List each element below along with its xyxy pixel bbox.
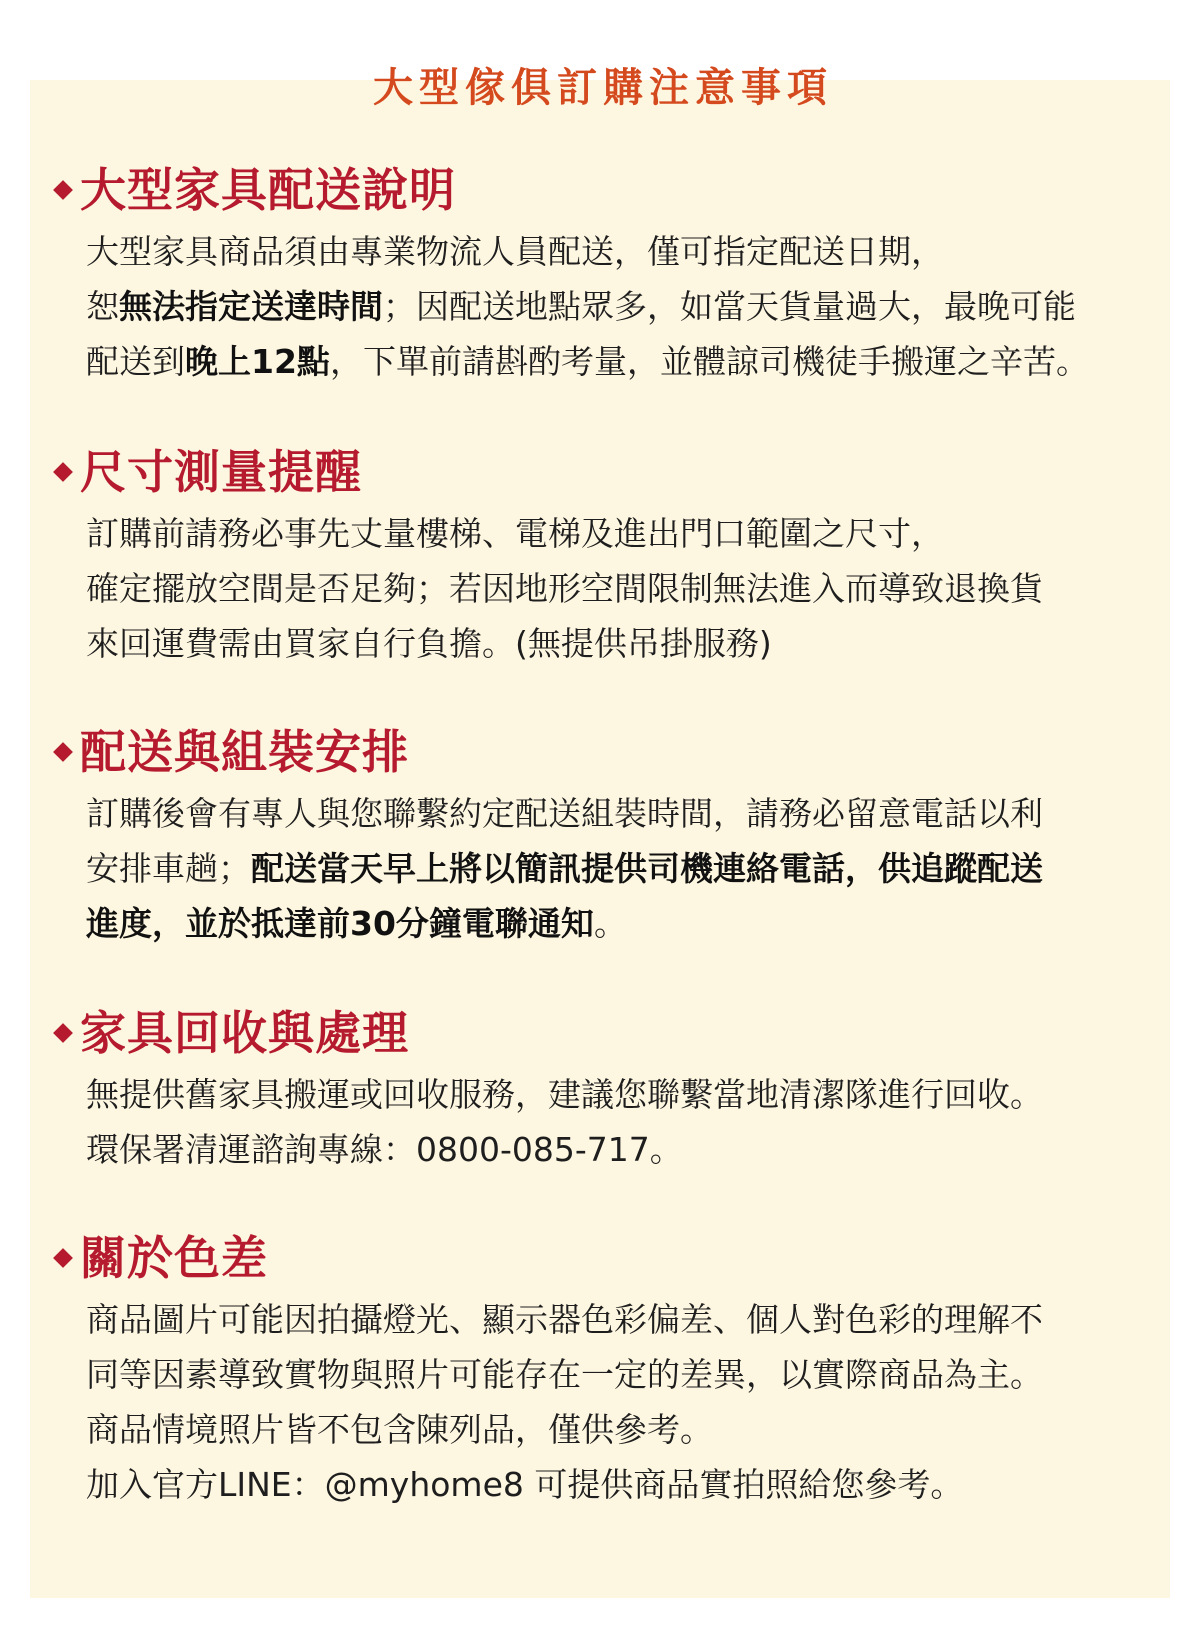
text-line: [86, 285, 1076, 329]
text-segment: 安排車趟；: [86, 849, 251, 888]
diamond-bullet-icon: [53, 742, 73, 762]
text-line: [86, 1463, 963, 1507]
text-segment: 來回運費需由買家自行負擔。(無提供吊掛服務): [86, 624, 772, 663]
text-segment: 無提供舊家具搬運或回收服務，建議您聯繫當地清潔隊進行回收。: [86, 1075, 1043, 1114]
text-line: [86, 792, 1043, 836]
text-line: [86, 622, 772, 666]
diamond-bullet-icon: [53, 1023, 73, 1043]
text-line: [86, 567, 1043, 611]
section-heading-text: 配送與組裝安排: [80, 725, 409, 779]
text-line: [86, 340, 1089, 384]
text-segment: 加入官方LINE：@myhome8 可提供商品實拍照給您參考。: [86, 1465, 964, 1504]
section-heading-text: 大型家具配送說明: [80, 163, 456, 217]
text-segment: 訂購前請務必事先丈量樓梯、電梯及進出門口範圍之尺寸，: [86, 514, 944, 553]
text-line: [86, 1408, 713, 1452]
emphasis-text: 無法指定送達時間: [119, 287, 383, 326]
text-segment: 確定擺放空間是否足夠；若因地形空間限制無法進入而導致退換貨: [86, 569, 1043, 608]
emphasis-text: 配送當天早上將以簡訊提供司機連絡電話，供追蹤配送: [251, 849, 1043, 888]
diamond-bullet-icon: [53, 1248, 73, 1268]
text-line: [86, 1298, 1043, 1342]
text-segment: 。: [593, 904, 627, 943]
section-heading-text: 家具回收與處理: [80, 1006, 409, 1060]
section-heading-text: 關於色差: [80, 1231, 268, 1285]
text-segment: 恕: [86, 287, 119, 326]
section-heading: [52, 722, 409, 782]
text-segment: 配送到: [86, 342, 185, 381]
diamond-bullet-icon: [53, 180, 73, 200]
page-title: 大型傢俱訂購注意事項: [373, 65, 833, 111]
text-segment: 訂購後會有專人與您聯繫約定配送組裝時間，請務必留意電話以利: [86, 794, 1043, 833]
text-segment: ，下單前請斟酌考量，並體諒司機徒手搬運之辛苦。: [329, 342, 1089, 381]
section-heading: [52, 1228, 268, 1288]
text-line: [86, 1128, 683, 1172]
text-line: [86, 1073, 1043, 1117]
emphasis-text: 進度，並於抵達前30分鐘電聯通知: [86, 904, 594, 943]
section-heading: [52, 160, 456, 220]
text-segment: 大型家具商品須由專業物流人員配送，僅可指定配送日期，: [86, 232, 944, 271]
text-segment: 商品情境照片皆不包含陳列品，僅供參考。: [86, 1410, 713, 1449]
section-heading: [52, 442, 362, 502]
text-line: [86, 902, 627, 946]
text-segment: 商品圖片可能因拍攝燈光、顯示器色彩偏差、個人對色彩的理解不: [86, 1300, 1043, 1339]
text-segment: 同等因素導致實物與照片可能存在一定的差異，以實際商品為主。: [86, 1355, 1043, 1394]
text-segment: ；因配送地點眾多，如當天貨量過大，最晚可能: [383, 287, 1076, 326]
text-line: [86, 1353, 1043, 1397]
section-heading-text: 尺寸測量提醒: [80, 445, 362, 499]
text-segment: 環保署清運諮詢專線：0800-085-717。: [86, 1130, 683, 1169]
text-line: [86, 847, 1043, 891]
section-heading: [52, 1003, 409, 1063]
diamond-bullet-icon: [53, 462, 73, 482]
emphasis-text: 晚上12點: [185, 342, 330, 381]
text-line: [86, 512, 944, 556]
text-line: [86, 230, 944, 274]
